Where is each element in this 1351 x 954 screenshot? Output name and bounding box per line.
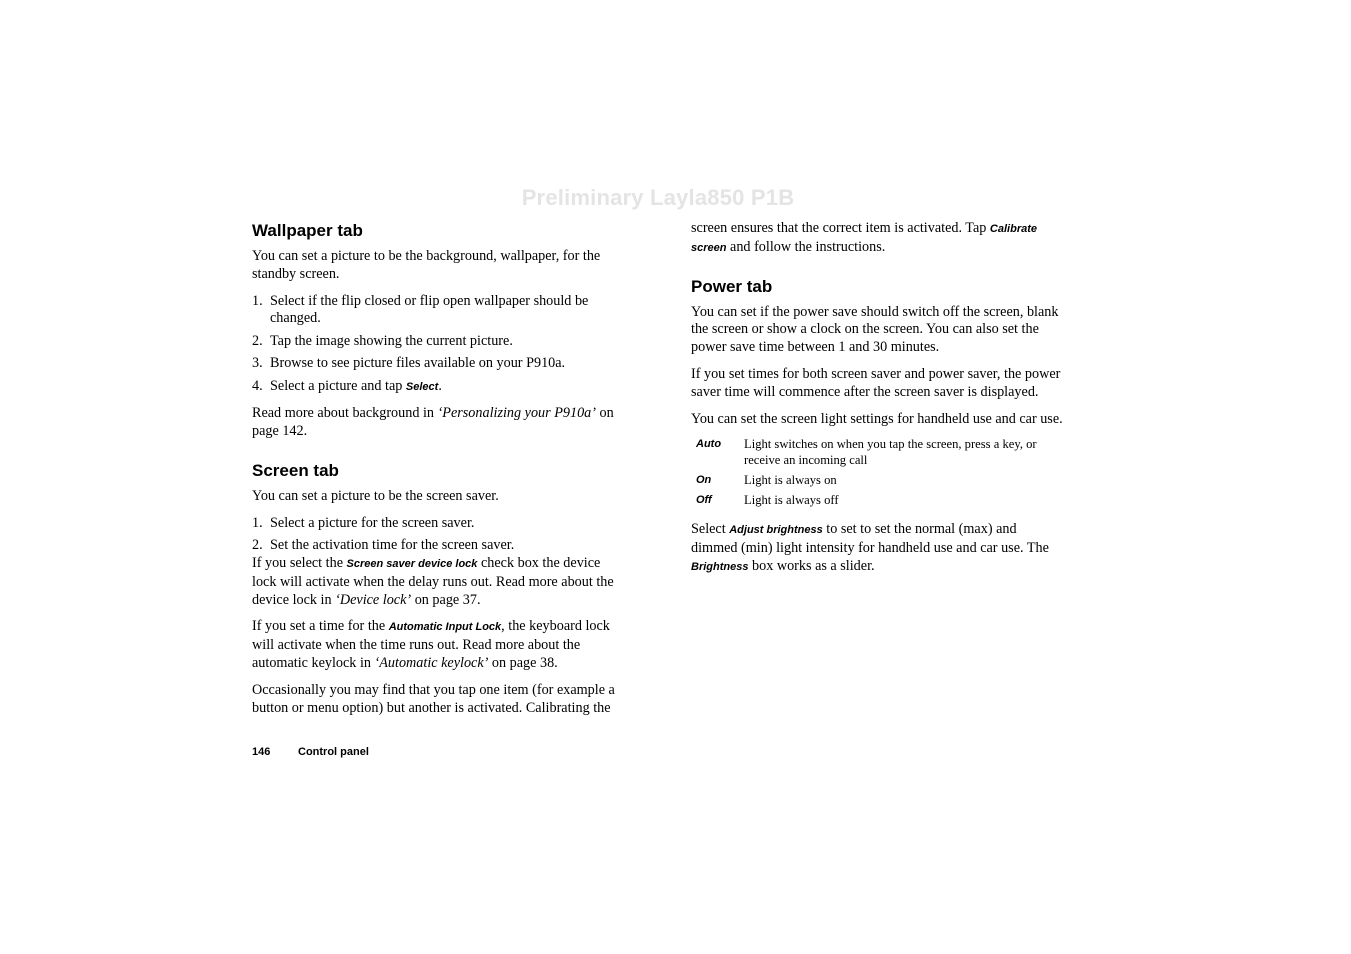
screen-intro: You can set a picture to be the screen saver. [252, 487, 499, 504]
screen-tab-heading: Screen tab [252, 460, 339, 480]
page-footer [252, 746, 369, 758]
screen-saver-lock-paragraph: If you select the Screen saver device lock check box the device lock will activate when the delay runs out. Read more about the device lock in ‘Device lock’ on page 37. [252, 554, 614, 608]
list-item: 1. Select a picture for the screen saver. [252, 514, 475, 531]
left-column [252, 220, 624, 726]
right-column [691, 220, 1063, 586]
section-name: Control panel [298, 746, 369, 758]
list-item: Auto Light switches on when you tap the screen, press a key, or receive an incoming call [696, 437, 1037, 468]
screen-saver-device-lock-option: Screen saver device lock [346, 557, 478, 570]
calibrate-screen-command: Calibrate screen [691, 223, 1037, 254]
cross-reference: ‘Personalizing your P910a’ [437, 405, 596, 422]
cross-reference: ‘Automatic keylock’ [374, 654, 489, 671]
calibration-continued: screen ensures that the correct item is activated. Tap Calibrate screen and follow the instructions. [691, 220, 1037, 255]
light-settings-paragraph: You can set the screen light settings for handheld use and car use. [691, 410, 1063, 427]
wallpaper-tab-heading: Wallpaper tab [252, 221, 363, 240]
list-item: On Light is always on [696, 473, 837, 488]
power-tab-heading: Power tab [691, 276, 773, 296]
list-item: 4. Select a picture and tap Select. [252, 377, 442, 394]
input-lock-paragraph: If you set a time for the Automatic Input Lock, the keyboard lock will activate when the time runs out. Read more about the automatic keylock in ‘Automatic keylock’ on page 38. [252, 618, 610, 671]
power-saver-paragraph: If you set times for both screen saver and power saver, the power saver time will commence after the screen saver is displayed. [691, 365, 1061, 400]
list-item: 3. Browse to see picture files available on your P910a. [252, 355, 566, 372]
automatic-input-lock-option: Automatic Input Lock [388, 621, 502, 634]
brightness-paragraph: Select Adjust brightness to set to set the normal (max) and dimmed (min) light intensity for handheld use and car use. The Brightness box works as a slider. [691, 521, 1049, 574]
screen-steps [252, 515, 624, 555]
light-options-list [696, 436, 1063, 508]
adjust-brightness-command: Adjust brightness [729, 524, 823, 537]
page-number: 146 [252, 746, 271, 758]
cross-reference: ‘Device lock’ [335, 591, 412, 608]
list-item: 2. Tap the image showing the current picture. [252, 332, 513, 349]
wallpaper-steps [252, 293, 624, 397]
brightness-box: Brightness [691, 560, 749, 573]
watermark: Preliminary Layla850 P1B [521, 185, 795, 210]
select-command: Select [405, 380, 439, 393]
power-intro: You can set if the power save should switch off the screen, blank the screen or show a clock on the screen. You can also set the power save time between 1 and 30 minutes. [691, 303, 1059, 356]
calibration-paragraph: Occasionally you may find that you tap one item (for example a button or menu option) but another is activated. Calibrating the [252, 681, 615, 716]
list-item: 2. Set the activation time for the screen saver. [252, 537, 515, 554]
list-item: Off Light is always off [696, 493, 839, 508]
wallpaper-read-more: Read more about background in ‘Personalizing your P910a’ on page 142. [252, 405, 614, 440]
wallpaper-intro: You can set a picture to be the background, wallpaper, for the standby screen. [252, 248, 601, 282]
list-item: 1. Select if the flip closed or flip open wallpaper should be changed. [252, 292, 589, 327]
